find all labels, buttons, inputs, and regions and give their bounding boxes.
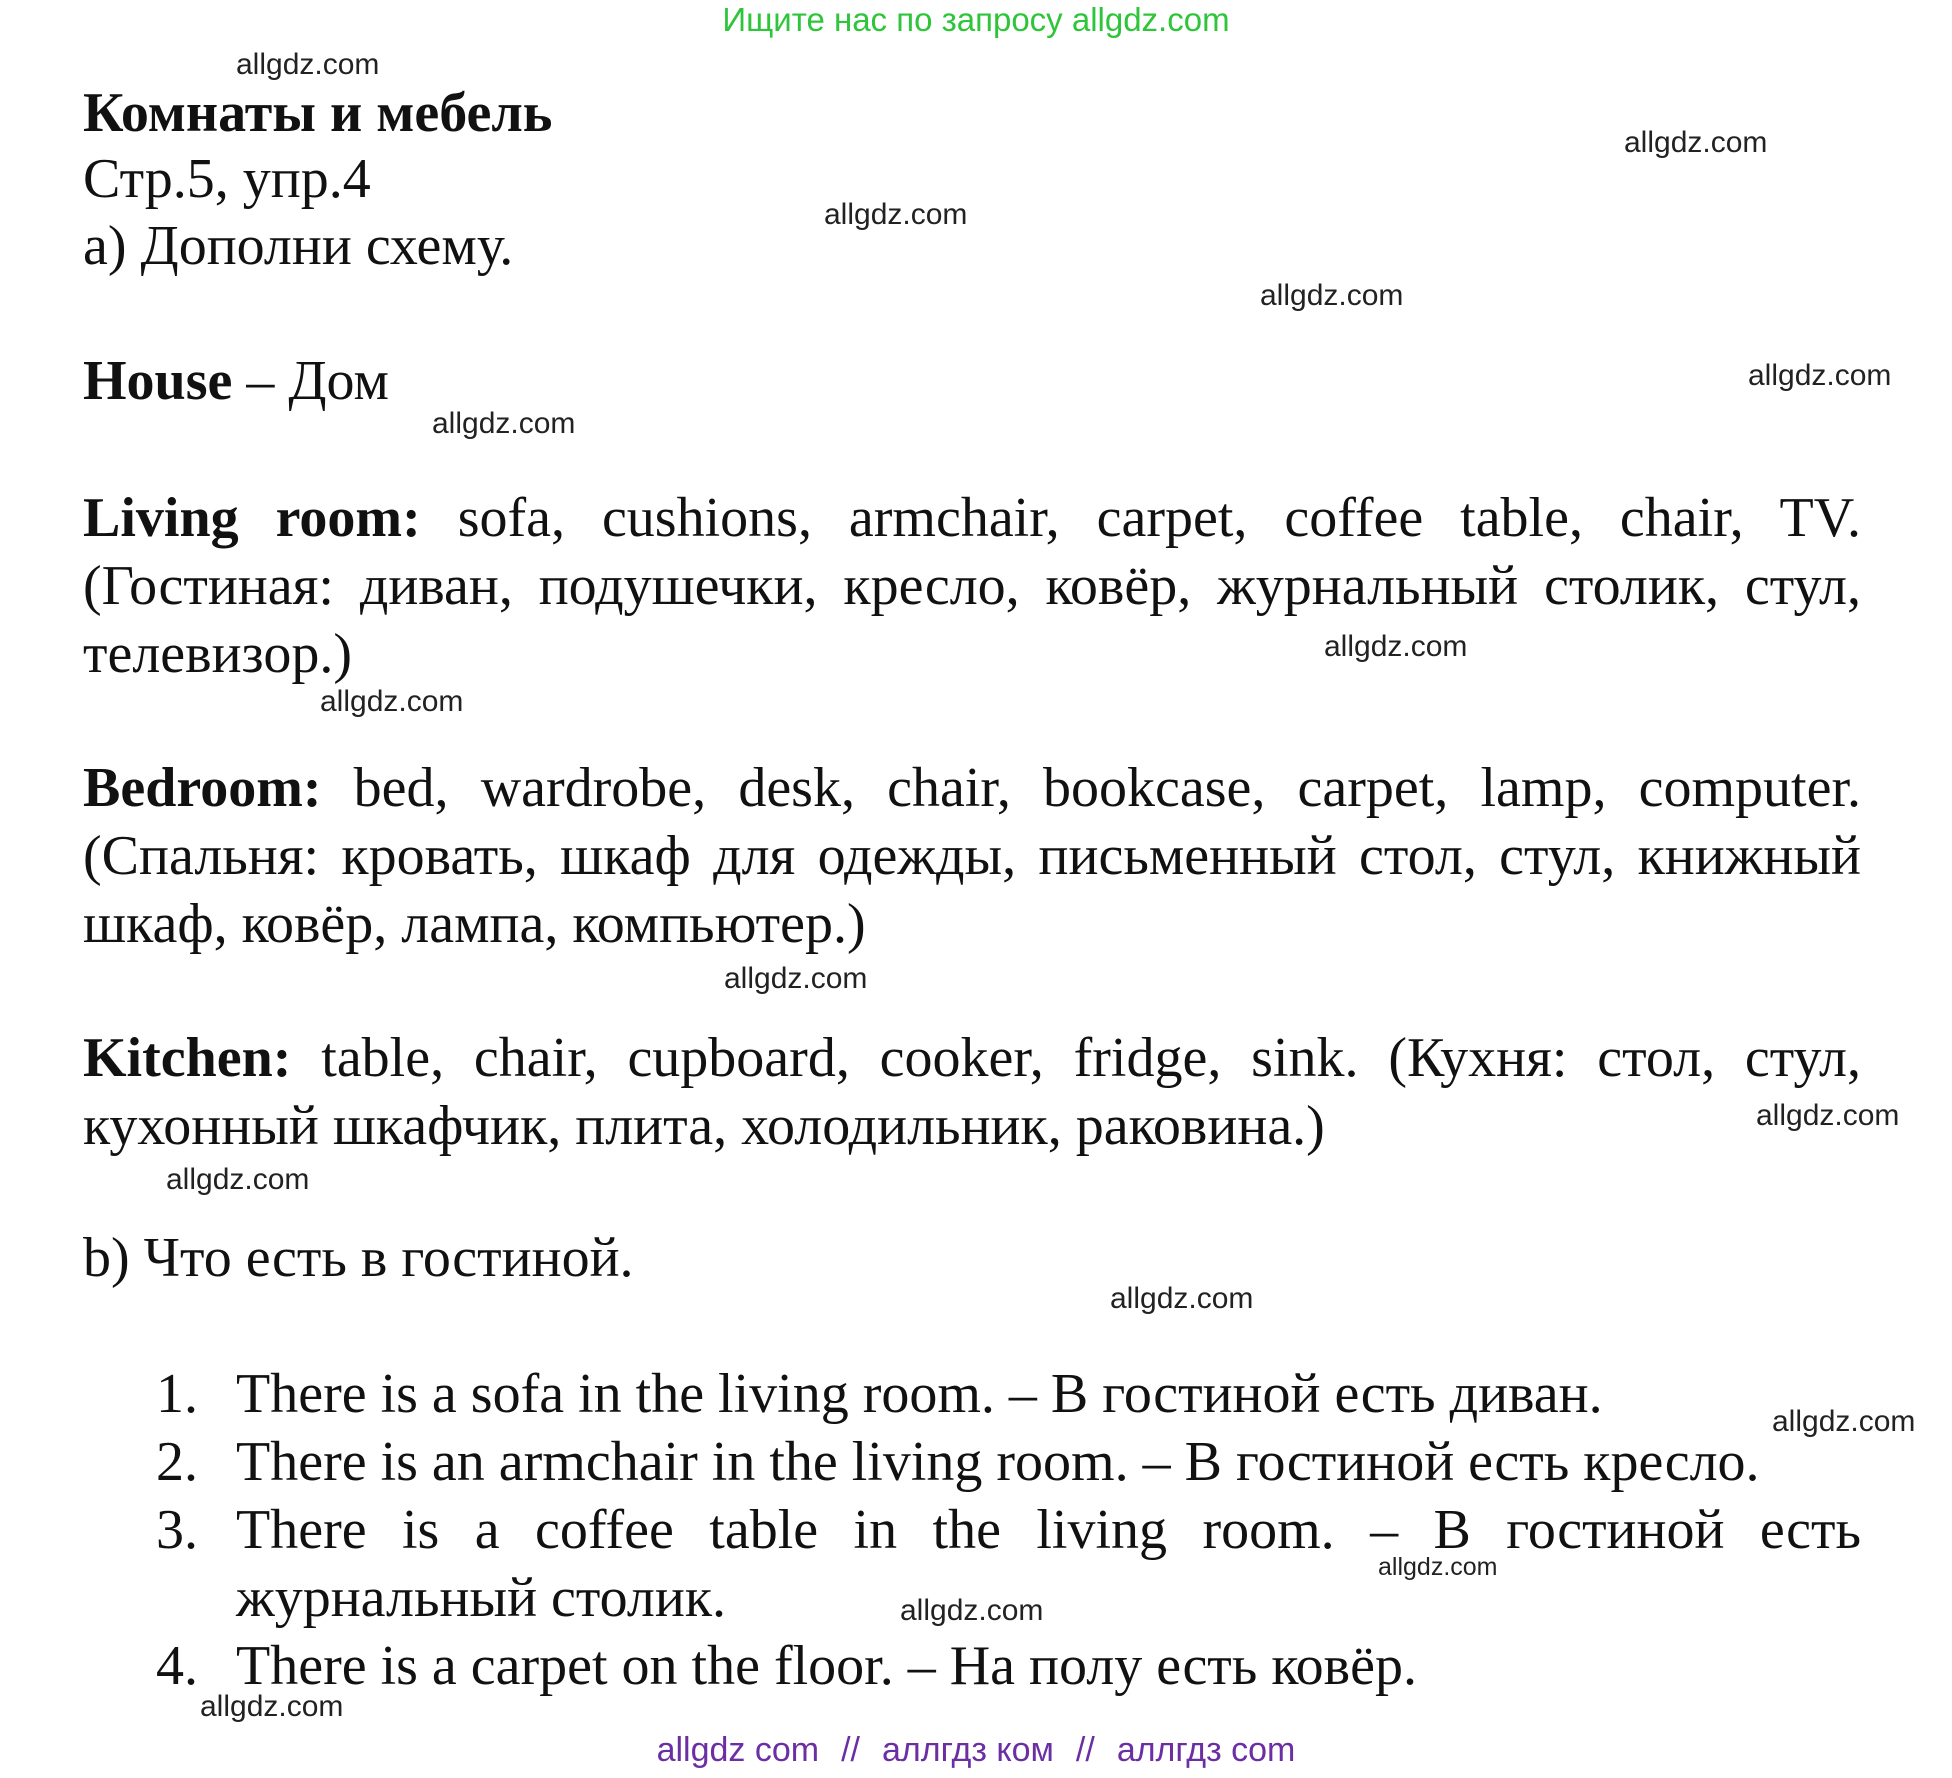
watermark: allgdz.com <box>200 1690 344 1723</box>
section-text: bed, wardrobe, desk, chair, bookcase, carpet, lamp, computer. (Спальня: кровать, шкаф для одежды, письменный стол, стул, книжный шкаф, ковёр, лампа, компьютер.) <box>83 757 1861 955</box>
section-label: Kitchen: <box>83 1027 292 1089</box>
list-number: 3. <box>156 1499 198 1561</box>
footer-part: allgdz com <box>656 1731 820 1769</box>
list-text: There is an armchair in the living room. – В гостиной есть кресло. <box>236 1431 1760 1493</box>
list-number: 2. <box>156 1431 198 1493</box>
section-text: table, chair, cupboard, cooker, fridge, sink. (Кухня: стол, стул, кухонный шкафчик, плита, холодильник, раковина.) <box>83 1027 1861 1157</box>
list-item <box>0 1360 1952 1428</box>
task-a-heading: a) Дополни схему. <box>83 215 514 277</box>
footer-part: аллгдз ком <box>882 1731 1054 1769</box>
task-b-heading: b) Что есть в гостиной. <box>83 1227 634 1289</box>
footer-watermark <box>0 1728 1952 1772</box>
watermark: allgdz.com <box>1756 1099 1900 1132</box>
section-bedroom <box>83 754 1861 958</box>
footer-separator: // <box>841 1731 861 1769</box>
footer-part: аллгдз com <box>1116 1731 1296 1769</box>
house-label: House <box>83 350 233 412</box>
list-text: There is a coffee table in the living room. – В гостиной есть журнальный столик. <box>236 1499 1861 1629</box>
page-title: Комнаты и мебель <box>83 82 553 144</box>
watermark: allgdz.com <box>900 1594 1044 1627</box>
section-label: Bedroom: <box>83 757 322 819</box>
top-banner: Ищите нас по запросу allgdz.com <box>722 1 1230 38</box>
watermark: allgdz.com <box>1748 359 1892 392</box>
section-text: sofa, cushions, armchair, carpet, coffee table, chair, TV. (Гостиная: диван, подушечки, кресло, ковёр, журнальный столик, стул, телевизор.) <box>83 487 1861 685</box>
watermark: allgdz.com <box>1772 1405 1916 1438</box>
watermark: allgdz.com <box>166 1163 310 1196</box>
house-translation: – Дом <box>246 350 389 412</box>
section-kitchen <box>83 1024 1861 1160</box>
watermark: allgdz.com <box>1624 126 1768 159</box>
watermark: allgdz.com <box>1110 1282 1254 1315</box>
footer-separator: // <box>1075 1731 1095 1769</box>
house-heading <box>83 348 389 414</box>
section-living-room <box>83 484 1861 688</box>
watermark: allgdz.com <box>1260 279 1404 312</box>
watermark: allgdz.com <box>824 198 968 231</box>
page-reference: Стр.5, упр.4 <box>83 148 371 210</box>
list-number: 1. <box>156 1363 198 1425</box>
watermark: allgdz.com <box>320 685 464 718</box>
watermark: allgdz.com <box>1378 1553 1498 1581</box>
watermark: allgdz.com <box>236 48 380 81</box>
watermark: allgdz.com <box>432 407 576 440</box>
list-item <box>0 1428 1952 1496</box>
watermark: allgdz.com <box>1324 630 1468 663</box>
list-number: 4. <box>156 1635 198 1697</box>
list-text: There is a sofa in the living room. – В гостиной есть диван. <box>236 1363 1603 1425</box>
section-label: Living room: <box>83 487 421 549</box>
list-text: There is a carpet on the floor. – На полу есть ковёр. <box>236 1635 1417 1697</box>
watermark: allgdz.com <box>724 962 868 995</box>
